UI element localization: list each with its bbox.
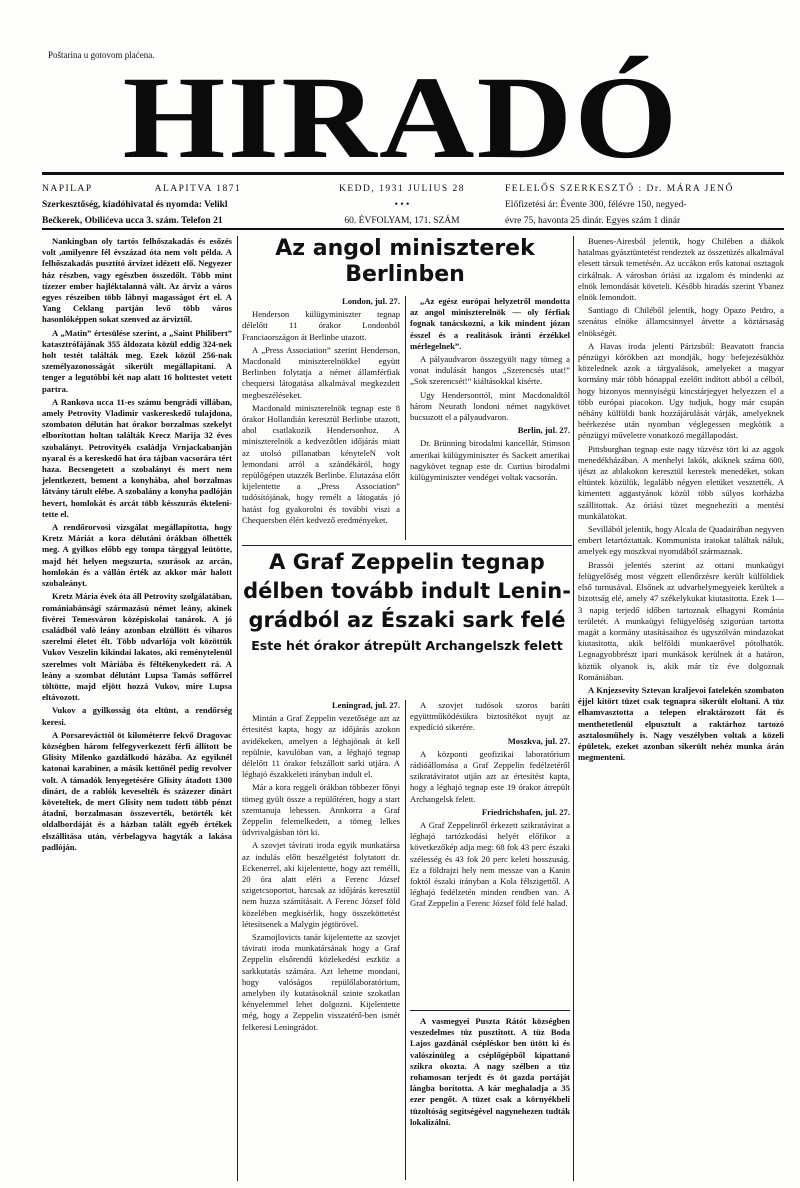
article-rankova: A Rankova ucca 11-es számu bengrádi villában, amely Petrovity Vladimir vaskereskedő tulajdona, szombaton délután hat órakor borzalmas szekelyt elborítottan holtan találták Krecz Marija 32 éves szobalányt. Petrovityék családja Vrnjackabanján nyaral és a kereskedő hat óra tájban vacsorára tért haza. Becsengetett a szobalányt és mert nem jelentkezett, bement a konyhába, ahol borzalmas látvány tárult elébe. A szobalány a konyha padlóján hevert, homlokát és arcát több késszurás éktelenitette el. [42, 396, 232, 519]
info-right [505, 181, 790, 229]
article-pittsburgh: Pittsburghan tegnap este nagy tüzvész tört ki az aggok menedékházában. A menhelyi lakók, akiknek száma 600, ijészt az ablakokon keresztül kerestek menedéket, sokan eltüntek közülük, legalább négyen eletüket vesztették. A kimentett aggastyánok közül több súlyos korházba szállitottak. Az óriási tüzet megnehezíti a mentési munkálatokat. [578, 443, 784, 521]
info-napilap: NAPILAP [42, 184, 93, 194]
london-p2: A „Press Association” szerint Henderson, Macdonald miniszterelnökkel együtt Berlinben folytatja a német államférfiak chequersi látogatása alkalmával megkezdett megbeszéléseket. [242, 344, 400, 400]
london-p1: Henderson külügyminiszter tegnap délelőtt 11 órakor Londonból Franciaországon át Berlinbe utazott. [242, 309, 400, 342]
leningrad-p4: Szamojlovicts tanár kijelentette az szovjet távirati iroda munkatársának hogy a Graf Zeppelin elsőrendű közlekedési eszköz a sarkkutatás számára. Azt lehetne mondani, hogy valóságos repülőlaboratórium, amelyben ily kutatásoknál szinte szokatlan kényelemmel lehet dolgozni. Kijelentette még, hogy a Zeppelin visszatérő-ben ismét felkeresi Leningrádot. [242, 932, 400, 1032]
info-dots: • • • [394, 200, 410, 210]
info-price-1: Előfizetési ár: Évente 300, félévre 150, negyed- [505, 200, 687, 210]
leningrad-p3: A szovjet távirati iroda egyik munkatársa az indulás előtt beszélgetést folytatott dr. Eckenerrel, aki kijelentette, hogy azt remélli, 20 óra alatt eléri a Ferenc József szigetcsoportot, harcsak az időjárás keresztül nem huzza számításait. A Ferenc József föld közelében megkisérlik, hogy összeköttetést létesítsenek a Malygin jégtöróvel. [242, 840, 400, 929]
article-brasso: Brassói jelentés szerint az ottani munkaügyi felügyelőség most végzett ellenőrzésre került külföldiek első turnusával. Elsőnek az udvarhelymegyeiek kerültek a bizottság elé, amely 47 székelykukat kiutasitotta. Ezek 1—3 napig terjedő időben tartoznak elhagyni Románia területét. A munkaügyi felügyelőség szigorúan tartotta magát a kormány utasításaihoz és ugyszólván mindazokat kiutasitotta, akik belföldi munkaerővel pótolhatók. Legnagyobbrészt ipari munkások kerülnek át a határon, köztük olyanok is, akik már tíz éve dolgoznak Romániában. [578, 559, 784, 682]
info-editor: FELELŐS SZERKESZTŐ : Dr. MÁRA JENŐ [505, 184, 734, 194]
info-price-2: évre 75, havonta 25 dinár. Egyes szám 1 dinár [505, 216, 681, 226]
article-kretz: Kretz Mária évek óta áll Petrovity szolgálatában, romániabánsági származású német leány, akinek fivérei Temesváron középiskolai tanárok. A jó családból való leány azonban elzüllött és viharos szerelmi életet élt. Több udvarlója volt közöttük Vukov Veszelin kikindai lakatos, aki reménytelenül szerelmes volt Máriába és féltékenykedett rá. A leány a szombat délutánt Lupsa Tamás soffőrrel töltötte, majd eljött hozzá Vukov, mire Lupsa eltávozott. [42, 591, 232, 703]
info-address-2: Bečkerek, Obilićeva ucca 3. szám. Telefon 21 [42, 216, 223, 226]
article-santiago: Santiago di Chiléből jelentik, hogy Opazo Petdro, a szenátus elnöke államcsinnyel átvette a köztársaság elnökségét. [578, 305, 784, 338]
article-buenos-aires: Buenes-Airesból jelentik, hogy Chilében a diákok hatalmas gyásztüntetést rendeztek az összetüzés alkalmával elesett társuk temetésén. Az uccákon erős katonai osztagok cirkálnak. A városban óriási az izgalom és mindenki az elnök lemondását követeli. Később hiradás szerint Ybanez elnök lemondott. [578, 236, 784, 303]
leningrad-article [242, 700, 400, 1035]
vasmegyei-divider [410, 1010, 570, 1011]
friedrichshafen-p1: A Graf Zeppelinről érkezett szikratávirat a léghajó tartózkodási helyét előfikor a következőkép adja meg: 68 fok 43 perc északi szélesség és 43 fok 20 perc keleti hosszuság. Ez a földrajzi hely nem messze van a Kanin foktól északi irányban a Kola félszigettől. A léghajó fedélzetén minden rendben van. A Graf Zeppelin a Ferenc József föld felé halad. [410, 820, 570, 909]
headline-zeppelin-line-2: délben tovább indult Lenin- [243, 579, 571, 603]
london-p3: Macdonald miniszterelnök tegnap este 8 órakor Hollandián keresztül Berlinbe utazott, ahol csatlakozik Hendersonhoz. A miniszterelnök a kedvezőtlen időjárás miatt az utolsó pillanatban kényteleN volt lemondani arról a szándékáról, hogy repülőgépen utazzék Berlinbe. Elutazása előtt kijelentette a „Press Association” tudósítójának, hogy remélt a látogatás jó hatást fog gyakorolni és további viszi a Chequersben élért kedvező eredményeket. [242, 402, 400, 525]
berlin-quote: „Az egész európai helyzetről mondotta az angol miniszterelnök — oly férfiak fognak tanácskozni, a kik mindent józan ésszel és a realitások iránti érzékkel mérlegelnek”. [410, 296, 570, 351]
headline-ministers-line-1: Az angol miniszterek [275, 236, 535, 261]
column-divider-1 [237, 236, 238, 1181]
column-divider-2b [405, 700, 406, 1180]
headline-zeppelin-subtitle: Este hét órakor átrepült Archangelszk felett [251, 638, 563, 653]
info-date: KEDD, 1931 JULIUS 28 [338, 184, 466, 194]
leningrad-p2: Már a kora reggeli órákban többezer főnyi tömeg gyült össze a repülőtéren, hogy a start szemtanuja lehessen. Annkorra a Graf Zeppelin felemelkedett, a tömeg lelkes üdvrivalgásban tört ki. [242, 782, 400, 838]
article-rendorovosi: A rendőrorvosi vizsgálat megállapította, hogy Kretz Máriát a kora délutáni órákban ölhették meg. A gyilkos előbb egy tompa tárggyal leütötte, majd hét helyen megszurta, szurások az arcán, homlokán és a vállán érték az akkor már halott szobaleányt. [42, 522, 232, 589]
headline-ministers [242, 236, 568, 290]
headline-ministers-line-2: Berlinben [345, 262, 465, 287]
column-4 [578, 236, 784, 765]
berlin-article [410, 296, 570, 485]
article-nanking: Nankingban oly tartós felhőszakadás és esőzés volt ,amilyenre fél évszázad óta nem volt példa. A felhőszakadás pusztító árvizet idézett elő. Negyezer ház részben, vagy egészben összedőlt. Több mint tízezer ember hajléktalanná vált. Az árviz a város egyes részeiben több lábnyi magasságot ért el. A Yang Ceklang partján levő több város hasonlóképpen sokat szenved az árviztől. [42, 236, 232, 325]
article-sevilla: Sevillából jelentik, hogy Alcala de Quadairában negyven embert letartóztattak. Kommunista iratokat találtak náluk, amelyek egy moszkvai nyomdából származnak. [578, 524, 784, 557]
vasmegyei-text: A vasmegyei Puszta Rátót községben veszedelmes tüz pusztitott. A tüz Boda Lajos gazdánál csépléskor ben ütött ki és valószinüleg a cséplőgépből kipattanó szikra okozta. A nagy szélben a tüz rohamosan terjedt és öt gazda portáját lángba borította. A kár meghaladja a 35 ezer pengőt. A tüzet csak a környékbeli tüzoltóság segítségével nagynehezen tudták lokalizálni. [410, 1016, 570, 1127]
info-middle [322, 181, 482, 229]
vasmegyei-article [410, 1016, 570, 1130]
article-porsarevac: A Porsarevácttól öt kilométerre fekvő Dragovac községben három felfegyverkezett férfi állított be Glisity Milenko gazdálkodó házába. Az egyiknél katonai karabiner, a másik kettőnél pedig revolver volt. A támadók lenyegetésére Glisity átadott 1300 dinárt, de a rablók keveselték és százezer dinárt követeltek, de mert Glisity nem tudott több pénzt átadni, borzalmasan összeverték, betörték két oldalbordáját és a házban talált egyéb értékek elszállitása után, vérbelagyva hagyták a lakása padlóján. [42, 729, 232, 852]
berlin-p2: Ugy Hendersonttól, mint Macdonaldtól három Neurath londoni német nagykövet bucsuzott el a pályaudvaron. [410, 389, 570, 423]
berlin-dateline: Berlin, jul. 27. [517, 425, 570, 436]
info-left [42, 181, 292, 229]
headline-divider [242, 545, 572, 546]
masthead-title: HIRADÓ [122, 52, 680, 183]
moszkva-dateline: Moszkva, jul. 27. [507, 735, 570, 746]
postage-note: Poštarina u gotovom plaćena. [48, 50, 155, 60]
friedrichshafen-dateline: Friedrichshafen, jul. 27. [481, 806, 570, 817]
headline-zeppelin-line-3: grádból az Északi sark felé [248, 608, 566, 632]
moszkva-p1: A központi geofizikai laboratórium rádióállomása a Graf Zeppelin fedélzetéről szikratáviratot utján azt az értesítést kapta, hogy a léghajó tegnap este 19 órakor átrepült Archangelsk felett. [410, 748, 570, 804]
column-divider-2a [405, 296, 406, 540]
leningrad-p1: Mintán a Graf Zeppelin vezetősége azt az értesitést kapta, hogy az időjárás azokon avidékeken, amelyen a léghajónak át kell repülnie, kavulóban van, a léghajó tegnap délelőtt 11 órakor felszállott sarki utjára. A léghajó északkeleti irányban indult el. [242, 713, 400, 780]
london-article [242, 296, 400, 528]
article-havas: A Havas iroda jelenti Párizsból: Beavatott francia pénzügyi körökben azt mondják, hogy befejezésükhöz közelednek azok a tárgyalások, amelyeket a magyar kormány már több hónappal ezelőtt indított abból a célból, hogy bizonyos mennyiségü kincstárjegyet helyezzen el a több európai piacokon. Ugy tudjuk, hogy már csupán néhány külföldi bank hozzájárulását várják, amelyeknek beérkezése után nyomban véglegessen megkötik a pénzügyi műveletre vonatkozó megállapodást. [578, 340, 784, 441]
column-divider-3 [573, 236, 574, 1181]
leningrad-dateline: Leningrad, jul. 27. [331, 700, 400, 710]
article-matin: A „Matin” értesülése szerint, a „Saint Philibert” katasztrófájának 355 áldozata közül eddig 324-nek holt testét találták meg. Ezek közül 256-nak személyazonosságát sikerült megállapitani. A tenger a legutóbbi két nap alatt 16 holttestet vetett partra. [42, 327, 232, 394]
info-volume: 60. ÉVFOLYAM, 171. SZÁM [344, 216, 460, 226]
berlin-p3: Dr. Brünning birodalmi kancellár, Stimson amerikai külügyminiszter és Sackett amerikai nagykövet tegnap este dr. Curtius birodalmi külügyminiszter vendégei voltak vacsorán. [410, 438, 570, 483]
column-1 [42, 236, 232, 855]
berlin-p1: A pályaudvaron összegyült nagy tömeg a vonat indulását hangos „Szerencsés utat!” „Sok szerencsét!” kiáltásokkal kisérte. [410, 354, 570, 387]
moszkva-p0: A szovjet tudósok szoros baráti együttműködésükra biztosítékot nyujt az expedíció sikerére. [410, 700, 570, 733]
info-address-1: Szerkesztőség, kiadóhivatal és nyomda: Velikl [42, 200, 228, 210]
headline-zeppelin [242, 548, 572, 655]
headline-zeppelin-line-1: A Graf Zeppelin tegnap [269, 550, 545, 574]
moszkva-article [410, 700, 570, 912]
masthead-rule-bottom [42, 228, 784, 230]
masthead-rule-top [42, 172, 784, 175]
article-knjezsevity: A Knjezsevity Sztevan kraljevoi fatelekén szombaton éjjel kitört tüzet csak tegnapra sikerült eloltani. A tüz elhamvasztotta a telepen elraktározott fát és menthetetlenül elpusztult a raktárhoz tartozó asztalosműhely is. Nagy veszélyben voltak a közeli épületek, ezeket azonban sikerült nehéz munka árán megmenteni. [578, 684, 784, 763]
london-dateline: London, jul. 27. [341, 296, 400, 306]
article-vukov: Vukov a gyilkosság óta eltünt, a rendőrség keresi. [42, 705, 232, 727]
info-alapitva: ALAPITVA 1871 [154, 184, 242, 194]
